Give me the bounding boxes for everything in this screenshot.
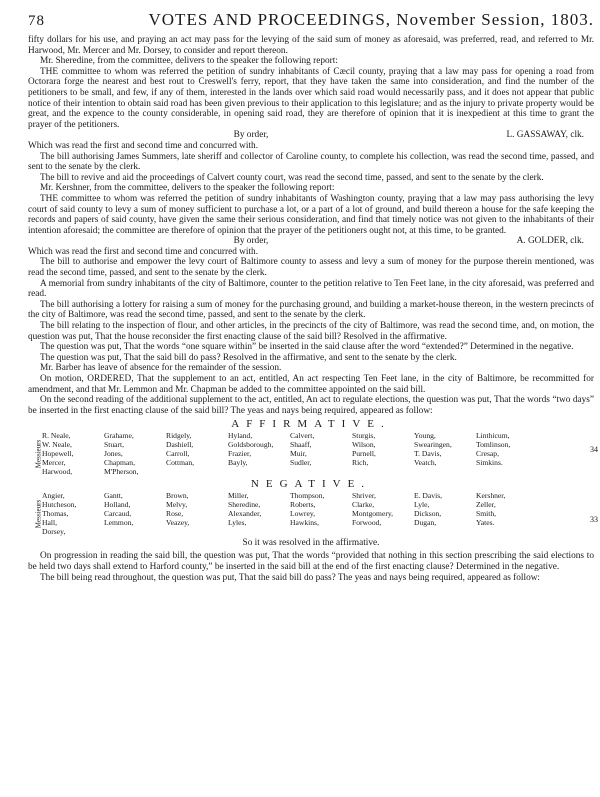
member-name: W. Neale,	[42, 440, 72, 450]
affirmative-column	[352, 431, 414, 476]
member-name: Purnell,	[352, 449, 376, 459]
paragraph: Which was read the first and second time and concurred with.	[28, 140, 259, 151]
negative-column	[290, 491, 352, 536]
member-name: Lyles,	[228, 518, 247, 528]
member-name: Hutcheson,	[42, 500, 77, 510]
affirmative-column	[290, 431, 352, 476]
side-label: Messieurs	[34, 499, 43, 529]
member-name: Thomas,	[42, 509, 69, 519]
member-name: Swearingen,	[414, 440, 452, 450]
member-name: Mercer,	[42, 458, 66, 468]
member-name: Dorsey,	[42, 527, 66, 537]
paragraph: The bill relating to the inspection of flour, and other articles, in the precincts of the city of Baltimore, was read the second time, and, on motion, the question was put, That the house reconsider the first enacting clause of the said bill? Resolved in the affirmative.	[28, 321, 594, 342]
member-name: Melvy,	[166, 500, 188, 510]
member-name: Stuart,	[104, 440, 125, 450]
page-number: 78	[28, 13, 45, 29]
paragraph: The question was put, That the said bill do pass? Resolved in the affirmative, and sent to the senate by the clerk.	[40, 352, 457, 363]
member-name: T. Davis,	[414, 449, 442, 459]
side-label: Messieurs	[34, 439, 43, 469]
affirmative-column	[42, 431, 104, 476]
clerk-name: A. GOLDER, clk.	[516, 236, 584, 247]
affirmative-column	[166, 431, 228, 476]
paragraph: On motion, ORDERED, That the supplement to an act, entitled, An act respecting Ten Feet lane, in the city of Baltimore, be recommitted for amendment, and that Mr. Lemmon and Mr. Chapman be added to the committee appointed on the said bill.	[28, 374, 594, 395]
member-name: Simkins.	[476, 458, 503, 468]
member-name: Grahame,	[104, 431, 134, 441]
member-name: Sudler,	[290, 458, 312, 468]
member-name: Thompson,	[290, 491, 325, 501]
resolution: So it was resolved in the affirmative.	[242, 538, 380, 549]
member-name: Hyland,	[228, 431, 253, 441]
affirmative-column	[228, 431, 290, 476]
member-name: Forwood,	[352, 518, 382, 528]
member-name: Jones,	[104, 449, 123, 459]
negative-heading: NEGATIVE.	[250, 478, 372, 491]
negative-list	[30, 491, 598, 537]
member-name: Angier,	[42, 491, 65, 501]
member-name: Young,	[414, 431, 436, 441]
paragraph: The bill to revive and aid the proceedings of Calvert county court, was read the second time, passed, and sent to the senate by the clerk.	[40, 172, 544, 183]
paragraph: Which was read the first and second time and concurred with.	[28, 246, 259, 257]
member-name: Smith,	[476, 509, 497, 519]
member-name: Dugan,	[414, 518, 437, 528]
member-name: Shaaff,	[290, 440, 312, 450]
member-name: Rose,	[166, 509, 184, 519]
member-name: Shriver,	[352, 491, 376, 501]
vote-count: 34	[590, 445, 598, 455]
negative-column	[228, 491, 290, 536]
negative-column	[42, 491, 104, 536]
clerk-name: L. GASSAWAY, clk.	[506, 130, 584, 141]
paragraph: The question was put, That the words “one square within” be inserted in the said clause after the word “extended?” Determined in the negative.	[40, 342, 574, 353]
member-name: Muir,	[290, 449, 307, 459]
affirmative-column	[476, 431, 538, 476]
member-name: Lyle,	[414, 500, 430, 510]
paragraph: Mr. Barber has leave of absence for the remainder of the session.	[40, 363, 282, 374]
member-name: Ridgely,	[166, 431, 192, 441]
page-header	[28, 10, 594, 32]
member-name: M'Pherson,	[104, 467, 139, 477]
paragraph: On the second reading of the additional supplement to the act, entitled, An act to regulate elections, the question was put, That the words “two days” be inserted in the first enacting clause of the said bill? The yeas and nays being required, appeared as follow:	[28, 395, 594, 416]
member-name: Dickson,	[414, 509, 442, 519]
member-name: Cottman,	[166, 458, 195, 468]
member-name: Alexander,	[228, 509, 262, 519]
affirmative-column	[414, 431, 476, 476]
paragraph: On progression in reading the said bill, the question was put, That the words “provided that nothing in this section prescribing the said elections to be held two days shall extend to Harford county,” be inserted in the said bill at the end of the first enacting clause? Determined in the negative.	[28, 551, 594, 572]
by-order: By order,	[233, 236, 269, 247]
member-name: Harwood,	[42, 467, 73, 477]
member-name: Gantt,	[104, 491, 123, 501]
member-name: Sturgis,	[352, 431, 376, 441]
member-name: Hall,	[42, 518, 57, 528]
member-name: Rich,	[352, 458, 369, 468]
member-name: Clarke,	[352, 500, 375, 510]
member-name: Miller,	[228, 491, 249, 501]
member-name: Sheredine,	[228, 500, 261, 510]
negative-column	[476, 491, 538, 536]
member-name: R. Neale,	[42, 431, 71, 441]
member-name: Wilson,	[352, 440, 376, 450]
negative-column	[104, 491, 166, 536]
member-name: Linthicum,	[476, 431, 510, 441]
member-name: Cresap,	[476, 449, 499, 459]
member-name: E. Davis,	[414, 491, 443, 501]
member-name: Tomlinson,	[476, 440, 511, 450]
member-name: Montgomery,	[352, 509, 394, 519]
paragraph: A memorial from sundry inhabitants of the city of Baltimore, counter to the petition relative to Ten Feet lane, in the city aforesaid, was preferred and read.	[28, 278, 594, 300]
page-title: VOTES AND PROCEEDINGS, November Session, 1803.	[148, 10, 594, 29]
member-name: Zeller,	[476, 500, 496, 510]
vote-count: 33	[590, 515, 598, 525]
member-name: Holland,	[104, 500, 131, 510]
member-name: Dashiell,	[166, 440, 194, 450]
paragraph: The bill authorising a lottery for raising a sum of money for the purchasing ground, and building a market-house thereon, in the western precincts of the city of Baltimore, was read the second time, passed, and sent to the senate by the clerk.	[28, 299, 594, 321]
member-name: Veazey,	[166, 518, 190, 528]
paragraph: The bill authorising James Summers, late sheriff and collector of Caroline county, to complete his collection, was read the second time, passed, and sent to the senate by the clerk.	[28, 151, 594, 173]
signature-line	[28, 130, 594, 141]
negative-column	[414, 491, 476, 536]
member-name: Brown,	[166, 491, 189, 501]
paragraph: The bill to authorise and empower the levy court of Baltimore county to assess and levy a sum of money for the purpose therein mentioned, was read the second time, passed, and sent to the senate by the clerk.	[28, 257, 594, 279]
member-name: Roberts,	[290, 500, 316, 510]
affirmative-list	[30, 431, 598, 477]
member-name: Carroll,	[166, 449, 190, 459]
affirmative-column	[104, 431, 166, 476]
member-name: Kershner,	[476, 491, 506, 501]
member-name: Lemmon,	[104, 518, 134, 528]
member-name: Goldsborough,	[228, 440, 274, 450]
member-name: Hopewell,	[42, 449, 74, 459]
member-name: Calvert,	[290, 431, 315, 441]
signature-line	[28, 236, 594, 247]
paragraph: THE committee to whom was referred the petition of sundry inhabitants of Washington county, praying that a law may pass authorising the levy court of said county to levy a sum of money sufficient to purchase a lot, or a part of a lot of ground, and build thereon a house for the safe keeping the records and papers of said county, have given the same their serious consideration, and find that timely notice was not given to the inhabitants of their intention aforesaid; the committee are therefore of opinion that the prayer of the petitioners ought not, at this time, to be granted.	[28, 193, 594, 236]
member-name: Yates.	[476, 518, 495, 528]
member-name: Lowrey,	[290, 509, 316, 519]
paragraph: fifty dollars for his use, and praying an act may pass for the levying of the said sum of money as aforesaid, was preferred, read, and referred to Mr. Harwood, Mr. Mercer and Mr. Dorsey, to consider and report thereon.	[28, 35, 594, 56]
document-page	[28, 10, 598, 583]
paragraph: THE committee to whom was referred the petition of sundry inhabitants of Cæcil county, praying that a law may pass for opening a road from Octorara forge the nearest and best rout to Creswell's ferry, report, that they have taken the same into consideration, and find the number of the petitioners to be small, and few, if any of them, interested in the lands over which said road would necessarily pass, and it does not appear that public notice of their intention to obtain said road has been given previous to their application to this legislature; and as the injury to private property would be great, and the expence to the county considerable, in opening said road, they are therefore of opinion that it is inexpedient at this time to grant the prayer of the petitioners.	[28, 66, 594, 130]
paragraph: Mr. Sheredine, from the committee, delivers to the speaker the following report:	[40, 56, 338, 67]
member-name: Carcaud,	[104, 509, 132, 519]
member-name: Hawkins,	[290, 518, 319, 528]
by-order: By order,	[233, 130, 269, 141]
member-name: Frazier,	[228, 449, 252, 459]
member-name: Bayly,	[228, 458, 248, 468]
affirmative-heading: AFFIRMATIVE.	[231, 418, 391, 431]
member-name: Chapman,	[104, 458, 136, 468]
paragraph: The bill being read throughout, the question was put, That the said bill do pass? The yeas and nays being required, appeared as follow:	[40, 572, 541, 583]
member-name: Veatch,	[414, 458, 437, 468]
negative-column	[166, 491, 228, 536]
negative-column	[352, 491, 414, 536]
paragraph: Mr. Kershner, from the committee, delivers to the speaker the following report:	[40, 183, 335, 194]
